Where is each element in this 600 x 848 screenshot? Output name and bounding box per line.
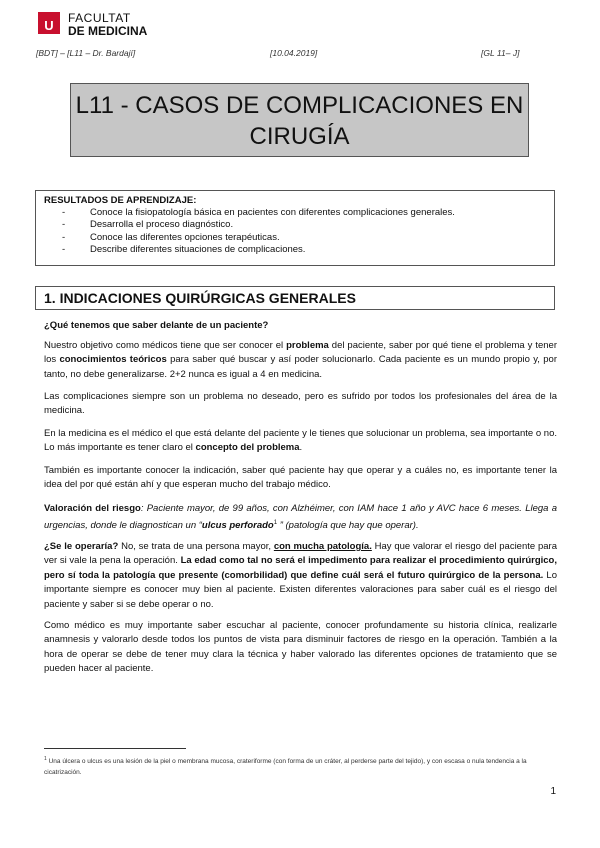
faculty-name — [68, 12, 147, 38]
faculty-logo — [38, 12, 147, 38]
learning-results-list — [44, 207, 546, 256]
faculty-name-line1: FACULTAT — [68, 11, 131, 25]
university-logo-icon: U — [38, 12, 60, 34]
paragraph-doctor: En la medicina es el médico el que está delante del paciente y le tienes que solucionar un problema, sea importante o no. Lo más importante es tener claro el concepto del problema. — [44, 428, 557, 454]
header-left: [BDT] – [L11 – Dr. Bardají] — [36, 48, 136, 58]
header-right: [GL 11– J] — [481, 48, 520, 58]
paragraph-objective: Nuestro objetivo como médicos tiene que ser conocer el problema del paciente, saber por qué tiene el problema y tener los conocimientos teóricos para saber qué buscar y así poder solucionarlo. Cada paciente es un mundo propio y, por tanto, no debe generalizarse. 2+2 nunca es igual a 4 en medicina. — [44, 340, 557, 380]
list-item: - Describe diferentes situaciones de complicaciones. — [44, 244, 546, 256]
list-item: - Conoce la fisiopatología básica en pacientes con diferentes complicaciones generales. — [44, 207, 546, 219]
question-heading: ¿Qué tenemos que saber delante de un paciente? — [44, 320, 269, 331]
list-item: - Desarrolla el proceso diagnóstico. — [44, 219, 546, 231]
list-item: - Conoce las diferentes opciones terapéuticas. — [44, 232, 546, 244]
paragraph-operate-question: ¿Se le operaría? No, se trata de una persona mayor, con mucha patología. Hay que valorar el riesgo del paciente para ver si vale la pena la operación. La edad como tal no será el impedimento para realizar el procedimiento quirúrgico, pero sí toda la patología que presente (comorbilidad) que define cuál será el futuro quirúrgico de la persona. Lo importante siempre es conocer muy bien al paciente. Existen diferentes valoraciones para saber cuál es el riesgo del paciente y saber si se debe operar o no. — [44, 541, 558, 610]
title-line1: L11 - CASOS DE COMPLICACIONES EN — [75, 92, 524, 119]
document-title — [70, 83, 529, 157]
section-heading: 1. INDICACIONES QUIRÚRGICAS GENERALES — [35, 286, 555, 310]
paragraph-indication: También es importante conocer la indicación, saber qué paciente hay que operar y a cuáles no, es importante tener la idea del por qué están ahí y que esperan mucho del trabajo médico. — [44, 465, 557, 491]
header-date: [10.04.2019] — [270, 48, 318, 58]
paragraph-complications: Las complicaciones siempre son un problema no deseado, pero es sufrido por todos los profesionales del área de la medicina. — [44, 391, 557, 417]
page-number: 1 — [550, 786, 556, 797]
paragraph-risk-assessment: Valoración del riesgo: Paciente mayor, de 99 años, con Alzhéimer, con IAM hace 1 año y AVC hace 6 meses. Llega a urgencias, donde le diagnostican un “ulcus perforado$^1$ ” (patología que hay que operar). — [44, 503, 557, 532]
paragraph-listen-patient: Como médico es muy importante saber escuchar al paciente, conocer profundamente su historia clínica, realizarle anamnesis y valorarlo desde todos los puntos de vista para disminuir factores de riesgo en la operación. También a la hora de operar se debe de tener muy clara la técnica y haber valorado las diferentes opciones de tratamiento que se pueden hacer al paciente. — [44, 620, 557, 675]
footnote: $^1$ Una úlcera o ulcus es una lesión de la piel o membrana mucosa, crateriforme (con forma de un cráter, al perderse parte del tejido), y con escasa o nula tendencia a la cicatrización. — [44, 756, 527, 777]
faculty-name-line2: DE MEDICINA — [68, 24, 148, 38]
footnote-divider — [44, 748, 186, 749]
learning-results-title: RESULTADOS DE APRENDIZAJE: — [44, 195, 197, 206]
learning-results-box — [35, 190, 555, 266]
title-line2: CIRUGÍA — [249, 123, 350, 150]
